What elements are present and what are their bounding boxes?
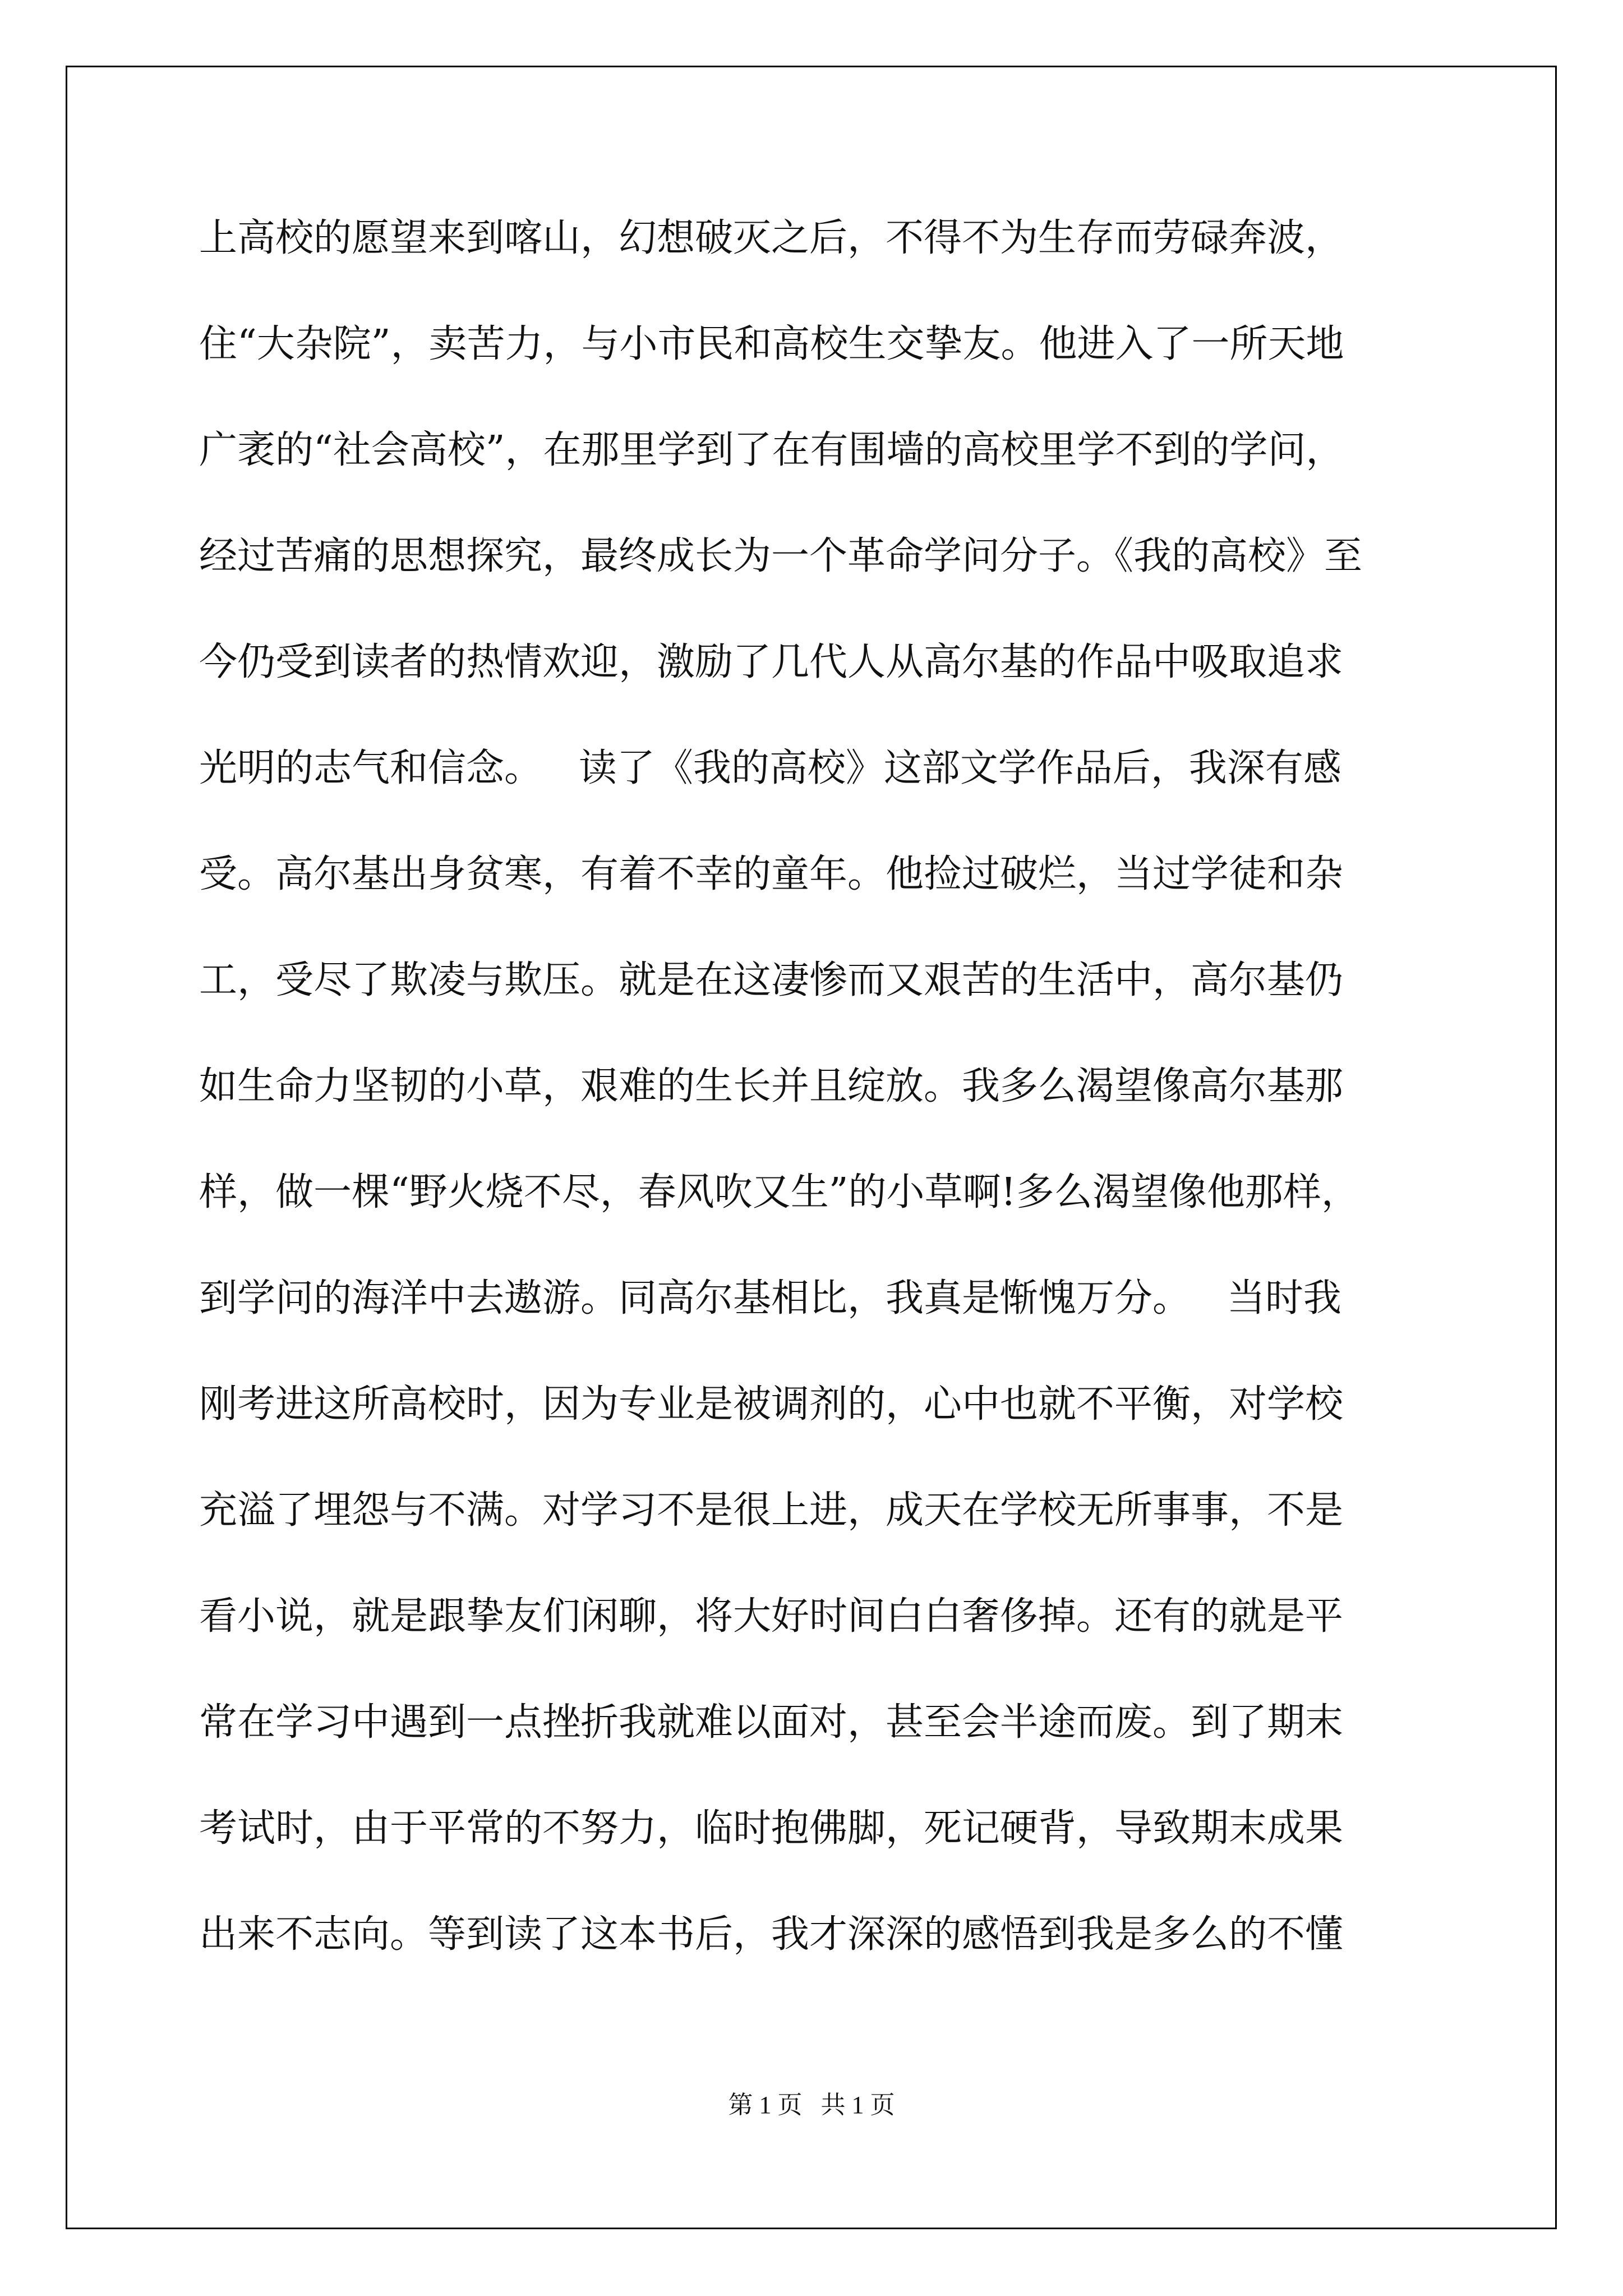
- text-line: 住“大杂院”，卖苦力，与小市民和高校生交挚友。他进入了一所天地: [199, 322, 1344, 366]
- text-line: 上高校的愿望来到喀山，幻想破灭之后，不得不为生存而劳碌奔波，: [199, 216, 1344, 260]
- text-line: 出来不志向。等到读了这本书后，我才深深的感悟到我是多么的不懂: [199, 1912, 1344, 1957]
- text-line: 样，做一棵“野火烧不尽，春风吹又生”的小草啊!多么渴望像他那样，: [199, 1170, 1359, 1214]
- text-line: 考试时，由于平常的不努力，临时抱佛脚，死记硬背，导致期末成果: [199, 1806, 1344, 1851]
- page-footer: 第 1 页 共 1 页: [728, 2091, 895, 2119]
- text-line: 到学问的海洋中去遨游。同高尔基相比，我真是惭愧万分。 当时我: [199, 1276, 1341, 1320]
- text-line: 光明的志气和信念。 读了《我的高校》这部文学作品后，我深有感: [199, 746, 1341, 790]
- text-line: 今仍受到读者的热情欢迎，激励了几代人从高尔基的作品中吸取追求: [199, 640, 1344, 684]
- text-line: 经过苦痛的思想探究，最终成长为一个革命学问分子。《我的高校》至: [199, 534, 1363, 578]
- body-text: [199, 205, 1433, 2007]
- text-line: 常在学习中遇到一点挫折我就难以面对，甚至会半途而废。到了期末: [199, 1700, 1344, 1745]
- text-line: 看小说，就是跟挚友们闲聊，将大好时间白白奢侈掉。还有的就是平: [199, 1594, 1344, 1639]
- text-line: 受。高尔基出身贫寒，有着不幸的童年。他捡过破烂，当过学徒和杂: [199, 852, 1344, 896]
- text-line: 广袤的“社会高校”，在那里学到了在有围墙的高校里学不到的学问，: [199, 428, 1344, 472]
- text-line: 刚考进这所高校时，因为专业是被调剂的，心中也就不平衡，对学校: [199, 1382, 1344, 1427]
- text-line: 如生命力坚韧的小草，艰难的生长并且绽放。我多么渴望像高尔基那: [199, 1064, 1344, 1108]
- text-line: 充溢了埋怨与不满。对学习不是很上进，成天在学校无所事事，不是: [199, 1488, 1344, 1533]
- text-line: 工，受尽了欺凌与欺压。就是在这凄惨而又艰苦的生活中，高尔基仍: [199, 958, 1344, 1002]
